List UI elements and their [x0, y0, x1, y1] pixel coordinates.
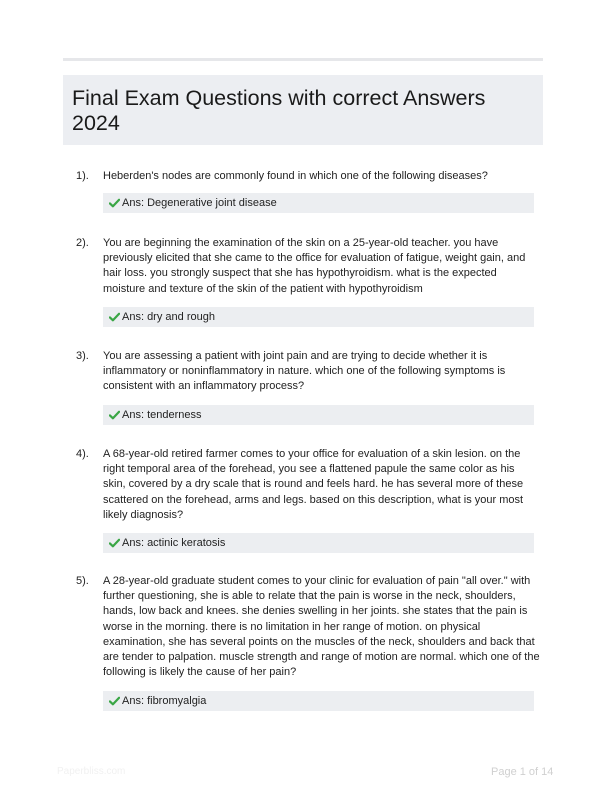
- checkmark-icon: [109, 538, 120, 548]
- answer-box: [103, 691, 534, 711]
- question-text: You are assessing a patient with joint pain and are trying to decide whether it is inflammatory or noninflammatory in nature. which one of the following symptoms is consistent with an inflammatory process?: [103, 350, 506, 393]
- question-text: You are beginning the examination of the skin on a 25-year-old teacher. you have previously elicited that she came to the office for evaluation of fatigue, weight gain, and hair loss. you strongly suspect that she has hypothyroidism. what is the expected moisture and texture of the skin of the patient with hypothyroidism: [103, 237, 526, 295]
- answer-text: Ans: tenderness: [122, 409, 202, 421]
- answer-text: Ans: actinic keratosis: [122, 537, 226, 549]
- question-number: 2).: [76, 237, 89, 249]
- question-text: A 28-year-old graduate student comes to your clinic for evaluation of pain "all over." with further questioning, she is able to relate that the pain is worse in the neck, shoulders, hands, low back and knees. she denies swelling in her joints. she states that the pain is worse in the morning. there is no limitation in her range of motion. on physical examination, she has several points on the muscles of the neck, shoulders and back that are tender to palpation. muscle strength and range of motion are normal. which one of the following is likely the cause of her pain?: [103, 575, 540, 679]
- checkmark-icon: [109, 696, 120, 706]
- title-banner: [63, 75, 543, 145]
- question-text: Heberden's nodes are commonly found in which one of the following diseases?: [103, 170, 488, 182]
- answer-box: [103, 193, 534, 213]
- answer-box: [103, 307, 534, 327]
- footer-watermark: Paperbliss.com: [57, 766, 126, 777]
- question-number: 3).: [76, 350, 89, 362]
- question-text: A 68-year-old retired farmer comes to your office for evaluation of a skin lesion. on the right temporal area of the forehead, you see a flattened papule the same color as his skin, covered by a dry scale that is round and feels hard. he has several more of these scattered on the forehead, arms and legs. based on this description, what is your most likely diagnosis?: [103, 448, 524, 521]
- checkmark-icon: [109, 312, 120, 322]
- answer-text: Ans: dry and rough: [122, 311, 215, 323]
- answer-box: [103, 533, 534, 553]
- answer-text: Ans: fibromyalgia: [122, 695, 207, 707]
- checkmark-icon: [109, 198, 120, 208]
- page-title: Final Exam Questions with correct Answers 2024: [72, 86, 486, 135]
- question-number: 1).: [76, 170, 89, 182]
- top-divider: [63, 58, 543, 61]
- answer-text: Ans: Degenerative joint disease: [122, 197, 277, 209]
- question-number: 4).: [76, 448, 89, 460]
- checkmark-icon: [109, 410, 120, 420]
- page-indicator: Page 1 of 14: [491, 766, 554, 778]
- answer-box: [103, 405, 534, 425]
- question-number: 5).: [76, 575, 89, 587]
